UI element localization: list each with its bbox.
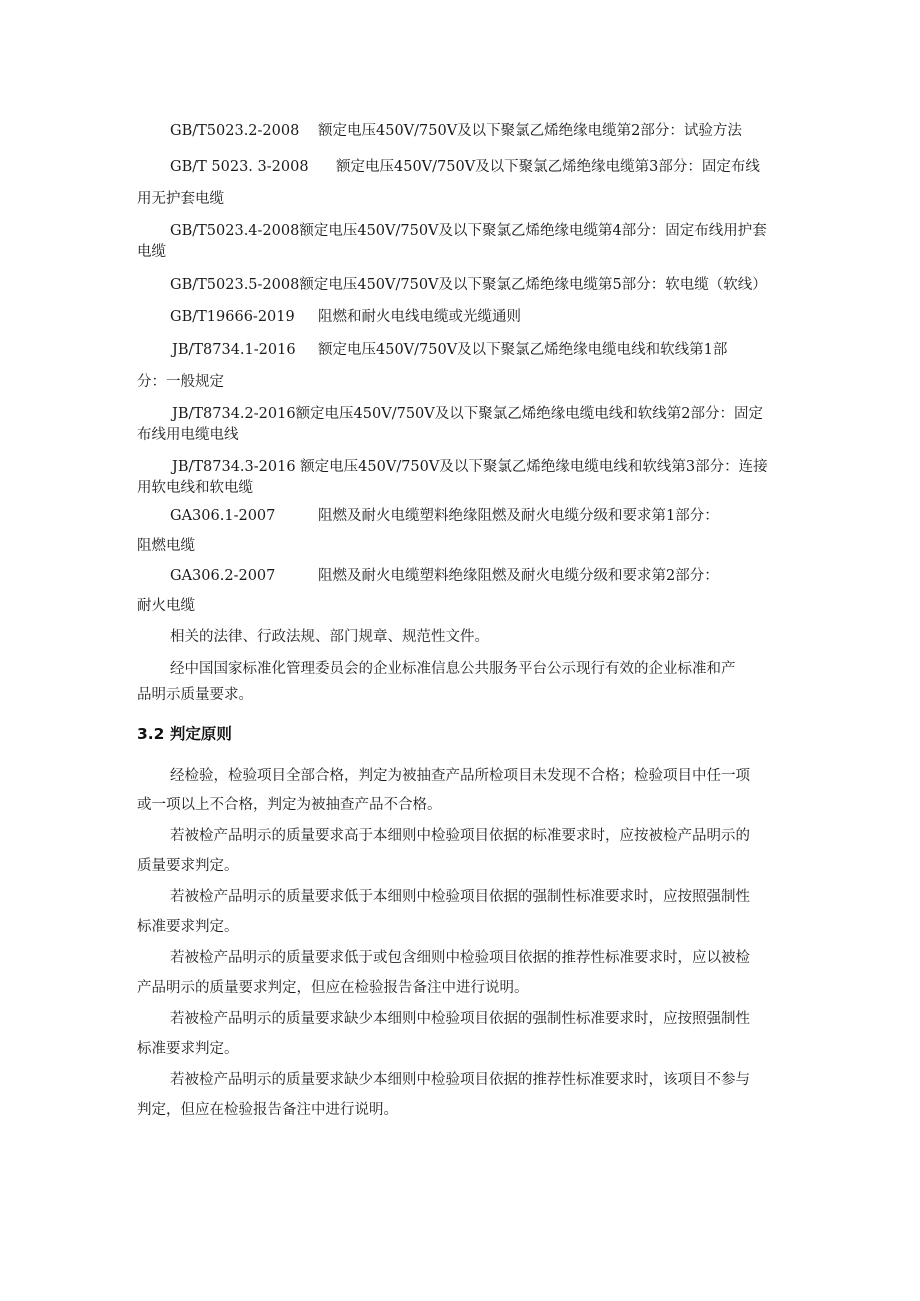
- standard-title: 额定电压450V/750V及以下聚氯乙烯绝缘电缆电线和软线第1部: [318, 342, 728, 358]
- standard-title: 额定电压450V/750V及以下聚氯乙烯绝缘电缆第4部分：固定布线用护套: [299, 223, 767, 239]
- standard-line: [170, 566, 719, 586]
- standard-title: 额定电压450V/750V及以下聚氯乙烯绝缘电缆电线和软线第2部分：固定: [295, 406, 763, 422]
- rule-paragraph: 若被检产品明示的质量要求高于本细则中检验项目依据的标准要求时，应按被检产品明示的: [170, 828, 750, 844]
- rule-paragraph: 若被检产品明示的质量要求缺少本细则中检验项目依据的推荐性标准要求时，该项目不参与: [170, 1072, 750, 1088]
- standard-line: [170, 307, 521, 327]
- standard-code: GA306.2-2007: [170, 568, 276, 584]
- rule-paragraph-cont: 产品明示的质量要求判定，但应在检验报告备注中进行说明。: [137, 980, 529, 996]
- standard-title: 额定电压450V/750V及以下聚氯乙烯绝缘电缆电线和软线第3部分：连接: [300, 459, 768, 475]
- standard-continuation: 电缆: [137, 244, 166, 260]
- standard-line: [170, 121, 742, 141]
- rule-paragraph: 若被检产品明示的质量要求低于本细则中检验项目依据的强制性标准要求时，应按照强制性: [170, 889, 750, 905]
- standard-code: JB/T8734.3-2016: [172, 459, 296, 475]
- standard-continuation: 布线用电缆电线: [137, 427, 239, 443]
- standard-title: 额定电压450V/750V及以下聚氯乙烯绝缘电缆第5部分：软电缆（软线）: [299, 277, 767, 293]
- standard-continuation: 阻燃电缆: [137, 538, 195, 554]
- standard-line: [172, 340, 728, 360]
- standard-line: [170, 275, 767, 295]
- laws-paragraph: 相关的法律、行政法规、部门规章、规范性文件。: [170, 629, 489, 645]
- standard-code: GB/T 5023. 3-2008: [170, 159, 309, 175]
- rule-paragraph-cont: 判定，但应在检验报告备注中进行说明。: [137, 1102, 398, 1118]
- standard-title: 阻燃和耐火电线电缆或光缆通则: [318, 309, 521, 325]
- standard-continuation: 用无护套电缆: [137, 191, 224, 207]
- standard-continuation: 耐火电缆: [137, 598, 195, 614]
- rule-paragraph-cont: 质量要求判定。: [137, 858, 239, 874]
- rule-paragraph: 若被检产品明示的质量要求缺少本细则中检验项目依据的强制性标准要求时，应按照强制性: [170, 1011, 750, 1027]
- standard-line: [172, 457, 768, 477]
- standard-line: [172, 404, 763, 424]
- standard-title: 额定电压450V/750V及以下聚氯乙烯绝缘电缆第3部分：固定布线: [336, 159, 760, 175]
- standard-line: [170, 221, 767, 241]
- rule-paragraph-cont: 标准要求判定。: [137, 919, 239, 935]
- standard-code: JB/T8734.2-2016: [172, 406, 296, 422]
- standard-title: 阻燃及耐火电缆塑料绝缘阻燃及耐火电缆分级和要求第1部分：: [318, 508, 719, 524]
- rule-paragraph: 经检验，检验项目全部合格，判定为被抽查产品所检项目未发现不合格；检验项目中任一项: [170, 768, 750, 784]
- standard-title: 阻燃及耐火电缆塑料绝缘阻燃及耐火电缆分级和要求第2部分：: [318, 568, 719, 584]
- standard-continuation: 用软电线和软电缆: [137, 480, 253, 496]
- standard-line: [170, 506, 719, 526]
- section-heading: 3.2 判定原则: [137, 725, 232, 743]
- enterprise-paragraph: 经中国国家标准化管理委员会的企业标准信息公共服务平台公示现行有效的企业标准和产: [170, 661, 736, 677]
- standard-code: GA306.1-2007: [170, 508, 276, 524]
- rule-paragraph: 若被检产品明示的质量要求低于或包含细则中检验项目依据的推荐性标准要求时，应以被检: [170, 950, 750, 966]
- standard-title: 额定电压450V/750V及以下聚氯乙烯绝缘电缆第2部分：试验方法: [318, 123, 742, 139]
- standard-code: GB/T5023.4-2008: [170, 223, 300, 239]
- rule-paragraph-cont: 或一项以上不合格，判定为被抽查产品不合格。: [137, 797, 442, 813]
- standard-line: [170, 157, 760, 177]
- rule-paragraph-cont: 标准要求判定。: [137, 1041, 239, 1057]
- standard-code: GB/T5023.5-2008: [170, 277, 300, 293]
- standard-code: JB/T8734.1-2016: [172, 342, 296, 358]
- standard-code: GB/T19666-2019: [170, 309, 295, 325]
- enterprise-paragraph-cont: 品明示质量要求。: [137, 687, 253, 703]
- standard-continuation: 分：一般规定: [137, 374, 224, 390]
- standard-code: GB/T5023.2-2008: [170, 123, 300, 139]
